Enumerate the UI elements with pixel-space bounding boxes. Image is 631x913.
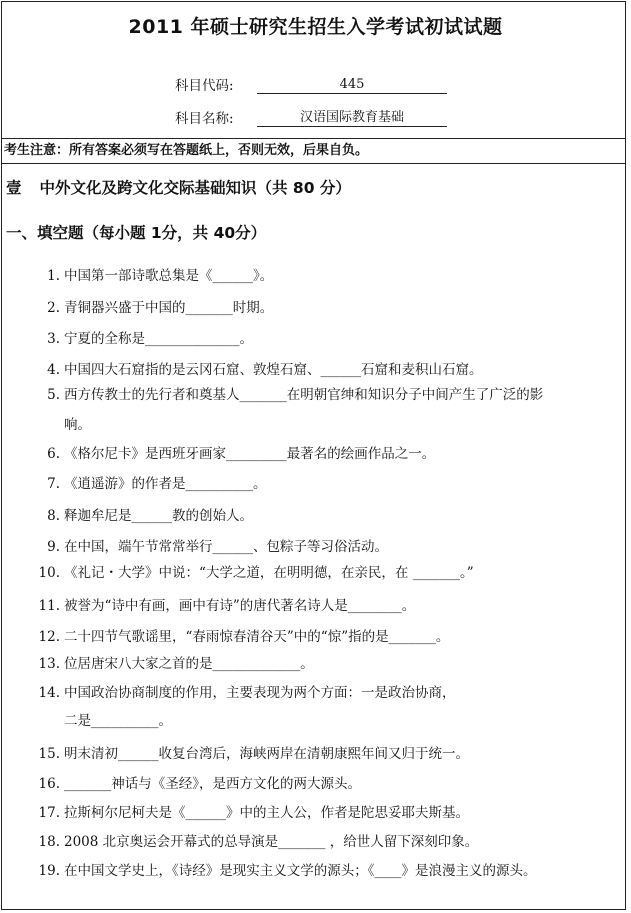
question-text: 中国第一部诗歌总集是《______》。: [64, 268, 274, 284]
question-item: [34, 327, 253, 347]
question-text: 青铜器兴盛于中国的_______时期。: [64, 300, 274, 316]
question-number: 6.: [47, 446, 60, 462]
part-title: 中外文化及跨文化交际基础知识（共 80 分）: [39, 179, 351, 197]
question-number: 5.: [47, 387, 60, 403]
question-number: 7.: [47, 476, 60, 492]
question-number: 4.: [47, 362, 60, 378]
subject-code-value: 445: [257, 77, 447, 94]
question-number: 19.: [38, 863, 60, 879]
question-item: [34, 742, 469, 762]
question-item: [34, 383, 543, 403]
question-number: 9.: [47, 539, 60, 555]
question-number: 16.: [38, 776, 60, 792]
question-item: [34, 472, 267, 492]
subject-name-row: [175, 106, 447, 127]
question-item: [34, 296, 273, 316]
question-number: 18.: [38, 834, 60, 850]
question-text: 在中国文学史上，《诗经》是现实主义文学的源头；《____》是浪漫主义的源头。: [64, 863, 537, 879]
candidate-notice: 考生注意：所有答案必须写在答题纸上，否则无效，后果自负。: [1, 138, 626, 164]
question-number: 14.: [38, 685, 60, 701]
question-number: 11.: [38, 598, 60, 614]
question-text: 明末清初______收复台湾后，海峡两岸在清朝康熙年间又归于统一。: [64, 746, 469, 762]
question-text: 《格尔尼卡》是西班牙画家_________最著名的绘画作品之一。: [64, 446, 436, 462]
exam-title: 2011 年硕士研究生招生入学考试初试试题: [128, 16, 503, 38]
question-item: [34, 772, 361, 792]
section-heading: 一、填空题（每小题 1分，共 40分）: [6, 224, 267, 242]
question-text: 中国四大石窟指的是云冈石窟、敦煌石窟、______石窟和麦积山石窟。: [64, 362, 483, 378]
subject-name-value: 汉语国际教育基础: [257, 106, 447, 127]
question-text: 二十四节气歌谣里，“春雨惊春清谷天”中的“惊”指的是_______。: [64, 629, 450, 645]
question-item: [34, 264, 273, 284]
question-item: [34, 801, 469, 821]
question-number: 1.: [47, 268, 60, 284]
question-number: 13.: [38, 656, 60, 672]
part-number: 壹: [6, 179, 22, 197]
question-number: 10.: [38, 565, 60, 581]
question-item: [34, 561, 474, 581]
question-item: [34, 504, 253, 524]
question-item: [34, 830, 478, 850]
question-number: 8.: [47, 508, 60, 524]
question-number: 12.: [38, 629, 60, 645]
subject-code-label: 科目代码:: [175, 78, 234, 94]
subject-code-row: [175, 74, 447, 94]
question-text: 《逍遥游》的作者是__________。: [64, 476, 267, 492]
question-text: 《礼记・大学》中说：“大学之道，在明明德，在亲民，在 _______。”: [64, 565, 474, 581]
question-item: [34, 859, 537, 879]
question-item: [34, 681, 456, 701]
question-text: 西方传教士的先行者和奠基人_______在明朝官绅和知识分子中间产生了广泛的影: [64, 387, 544, 403]
question-number: 3.: [47, 331, 60, 347]
question-text: 二是__________。: [64, 713, 172, 729]
question-text: 2008 北京奥运会开幕式的总导演是_______ ，给世人留下深刻印象。: [64, 834, 479, 850]
question-continuation: [64, 413, 91, 433]
question-text: 宁夏的全称是______________。: [64, 331, 253, 347]
question-item: [34, 594, 415, 614]
question-number: 2.: [47, 300, 60, 316]
question-item: [34, 358, 483, 378]
question-item: [34, 535, 388, 555]
part-heading: [6, 176, 351, 198]
question-item: [34, 652, 314, 672]
question-number: 17.: [38, 805, 60, 821]
subject-name-label: 科目名称:: [175, 111, 234, 127]
question-text: 释迦牟尼是______教的创始人。: [64, 508, 253, 524]
question-text: 拉斯柯尔尼柯夫是《______》中的主人公，作者是陀思妥耶夫斯基。: [64, 805, 469, 821]
question-text: 被誉为“诗中有画，画中有诗”的唐代著名诗人是________。: [64, 598, 416, 614]
question-text: 在中国，端午节常常举行______、包粽子等习俗活动。: [64, 539, 388, 555]
question-item: [34, 625, 449, 645]
question-continuation: [64, 709, 172, 729]
question-text: 中国政治协商制度的作用，主要表现为两个方面：一是政治协商，: [64, 685, 456, 701]
question-text: 响。: [64, 417, 91, 433]
question-text: 位居唐宋八大家之首的是_____________。: [64, 656, 314, 672]
question-number: 15.: [38, 746, 60, 762]
question-text: _______神话与《圣经》，是西方文化的两大源头。: [64, 776, 361, 792]
question-item: [34, 442, 435, 462]
